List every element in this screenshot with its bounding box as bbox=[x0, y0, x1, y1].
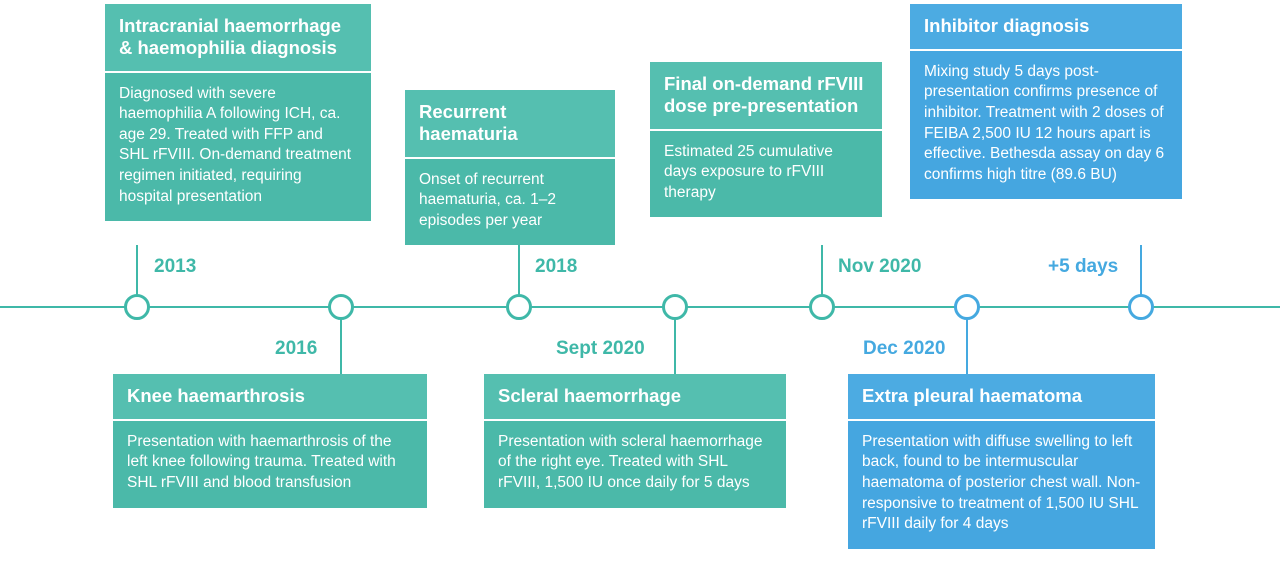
connector-stem-scleral-haemorrhage bbox=[674, 312, 676, 374]
timeline-axis bbox=[0, 306, 1280, 308]
timeline-node-inhibitor-diagnosis[interactable] bbox=[1128, 294, 1154, 320]
event-card-ich-haemophilia-diagnosis[interactable] bbox=[105, 4, 371, 221]
event-card-title: Extra pleural haematoma bbox=[848, 374, 1155, 421]
connector-stem-ich-haemophilia-diagnosis bbox=[136, 245, 138, 300]
date-label-knee-haemarthrosis: 2016 bbox=[275, 338, 318, 359]
date-label-final-on-demand-dose: Nov 2020 bbox=[838, 256, 922, 277]
timeline-node-scleral-haemorrhage[interactable] bbox=[662, 294, 688, 320]
date-label-recurrent-haematuria: 2018 bbox=[535, 256, 578, 277]
date-label-scleral-haemorrhage: Sept 2020 bbox=[556, 338, 645, 359]
connector-stem-extra-pleural-haematoma bbox=[966, 312, 968, 374]
event-card-body: Onset of recurrent haematuria, ca. 1–2 episodes per year bbox=[405, 159, 615, 246]
event-card-knee-haemarthrosis[interactable] bbox=[113, 374, 427, 508]
event-card-body: Estimated 25 cumulative days exposure to rFVIII therapy bbox=[650, 131, 882, 218]
event-card-body: Diagnosed with severe haemophilia A following ICH, ca. age 29. Treated with FFP and SHL rFVIII. On-demand treatment regimen initiated, requiring hospital presentation bbox=[105, 73, 371, 222]
date-label-ich-haemophilia-diagnosis: 2013 bbox=[154, 256, 197, 277]
event-card-inhibitor-diagnosis[interactable] bbox=[910, 4, 1182, 199]
event-card-body: Presentation with diffuse swelling to left back, found to be intermuscular haematoma of posterior chest wall. Non-responsive to treatment of 1,500 IU SHL rFVIII daily for 4 days bbox=[848, 421, 1155, 549]
event-card-final-on-demand-dose[interactable] bbox=[650, 62, 882, 217]
event-card-title: Final on-demand rFVIII dose pre-presentation bbox=[650, 62, 882, 131]
timeline-node-recurrent-haematuria[interactable] bbox=[506, 294, 532, 320]
date-label-inhibitor-diagnosis: +5 days bbox=[1048, 256, 1119, 277]
timeline-node-ich-haemophilia-diagnosis[interactable] bbox=[124, 294, 150, 320]
timeline-node-extra-pleural-haematoma[interactable] bbox=[954, 294, 980, 320]
event-card-scleral-haemorrhage[interactable] bbox=[484, 374, 786, 508]
event-card-body: Presentation with haemarthrosis of the left knee following trauma. Treated with SHL rFVIII and blood transfusion bbox=[113, 421, 427, 508]
event-card-title: Recurrent haematuria bbox=[405, 90, 615, 159]
event-card-body: Presentation with scleral haemorrhage of the right eye. Treated with SHL rFVIII, 1,500 IU once daily for 5 days bbox=[484, 421, 786, 508]
timeline-node-final-on-demand-dose[interactable] bbox=[809, 294, 835, 320]
event-card-extra-pleural-haematoma[interactable] bbox=[848, 374, 1155, 549]
event-card-title: Intracranial haemorrhage & haemophilia diagnosis bbox=[105, 4, 371, 73]
connector-stem-knee-haemarthrosis bbox=[340, 312, 342, 374]
event-card-body: Mixing study 5 days post-presentation confirms presence of inhibitor. Treatment with 2 doses of FEIBA 2,500 IU 12 hours apart is effective. Bethesda assay on day 6 confirms high titre (89.6 BU) bbox=[910, 51, 1182, 200]
event-card-title: Scleral haemorrhage bbox=[484, 374, 786, 421]
connector-stem-final-on-demand-dose bbox=[821, 245, 823, 300]
connector-stem-inhibitor-diagnosis bbox=[1140, 245, 1142, 300]
connector-stem-recurrent-haematuria bbox=[518, 245, 520, 300]
timeline-node-knee-haemarthrosis[interactable] bbox=[328, 294, 354, 320]
event-card-title: Inhibitor diagnosis bbox=[910, 4, 1182, 51]
event-card-title: Knee haemarthrosis bbox=[113, 374, 427, 421]
date-label-extra-pleural-haematoma: Dec 2020 bbox=[863, 338, 946, 359]
event-card-recurrent-haematuria[interactable] bbox=[405, 90, 615, 245]
